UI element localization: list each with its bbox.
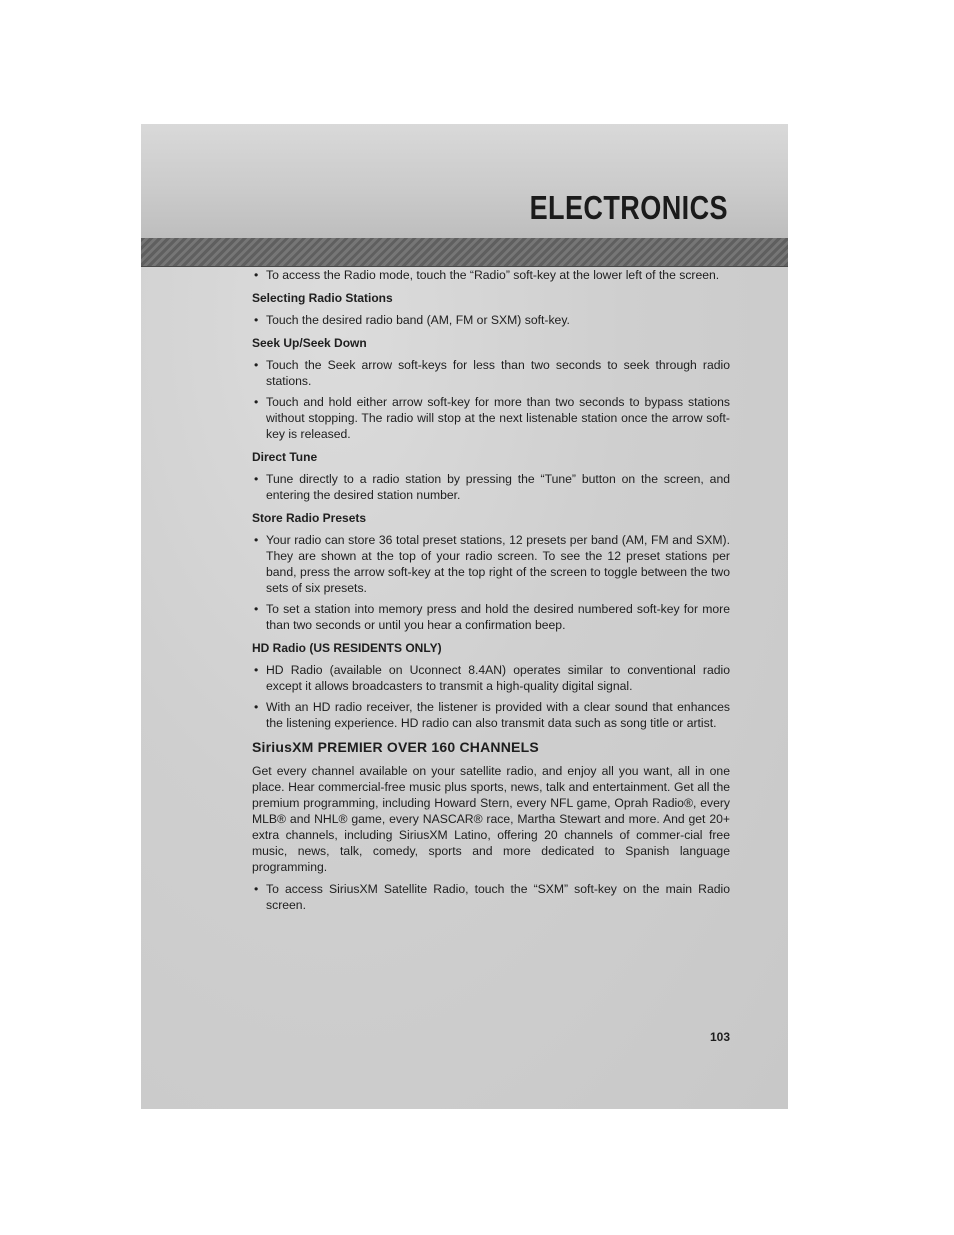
bullet-icon: • <box>254 358 259 372</box>
page-header <box>141 124 788 241</box>
heading-selecting-radio-stations: Selecting Radio Stations <box>252 291 393 305</box>
header-texture-band <box>141 238 788 267</box>
list-item: • To set a station into memory press and hold the desired numbered soft-key for more than two seconds or until you hear a confirmation beep. <box>254 602 730 632</box>
list-item: • With an HD radio receiver, the listener is provided with a clear sound that enhances the listening experience. HD radio can also transmit data such as song title or artist. <box>254 700 730 730</box>
list-item: • Your radio can store 36 total preset stations, 12 presets per band (AM, FM and SXM). They are shown at the top of your radio screen. To see the 12 preset stations per band, press the arrow soft-key at the top right of the screen to toggle between the two sets of six presets. <box>254 533 730 595</box>
bullet-icon: • <box>254 700 259 714</box>
list-item: • Tune directly to a radio station by pressing the “Tune” button on the screen, and entering the desired station number. <box>254 472 730 502</box>
list-item: • Touch and hold either arrow soft-key for more than two seconds to bypass stations without stopping. The radio will stop at the next listenable station once the arrow soft-key is released. <box>254 395 730 441</box>
heading-siriusxm: SiriusXM PREMIER OVER 160 CHANNELS <box>252 739 539 755</box>
section-title-electronics: ELECTRONICS <box>529 189 728 226</box>
list-item: • HD Radio (available on Uconnect 8.4AN) operates similar to conventional radio except it allows broadcasters to transmit a high-quality digital signal. <box>254 663 730 693</box>
siriusxm-paragraph: Get every channel available on your satellite radio, and enjoy all you want, all in one place. Hear commercial-free music plus sports, news, talk and entertainment. Get all the premium programming, including Howard Stern, every NFL game, Oprah Radio®, every MLB® and NHL® game, every NASCAR® race, Martha Stewart and more. And get 20+ extra channels, including SiriusXM Latino, offering 20 channels of commer-cial free music, news, talk, comedy, sports and more dedicated to Spanish language programming. <box>252 764 730 874</box>
bullet-icon: • <box>254 533 259 547</box>
list-item: • To access the Radio mode, touch the “Radio” soft-key at the lower left of the screen. <box>254 268 720 282</box>
page-number: 103 <box>709 1030 730 1044</box>
bullet-icon: • <box>254 663 259 677</box>
bullet-icon: • <box>254 395 259 409</box>
manual-page <box>141 124 788 1109</box>
heading-store-presets: Store Radio Presets <box>252 511 367 525</box>
bullet-icon: • <box>254 313 259 327</box>
bullet-icon: • <box>254 602 259 616</box>
bullet-icon: • <box>254 882 259 896</box>
heading-seek: Seek Up/Seek Down <box>252 336 367 350</box>
bullet-icon: • <box>254 268 259 282</box>
heading-direct-tune: Direct Tune <box>252 450 318 464</box>
page-content <box>252 267 730 918</box>
heading-hd-radio: HD Radio (US RESIDENTS ONLY) <box>252 641 442 655</box>
list-item: • To access SiriusXM Satellite Radio, touch the “SXM” soft-key on the main Radio screen. <box>254 882 730 912</box>
list-item: • Touch the Seek arrow soft-keys for less than two seconds to seek through radio stations. <box>254 358 730 388</box>
list-item: • Touch the desired radio band (AM, FM or SXM) soft-key. <box>254 313 570 327</box>
bullet-icon: • <box>254 472 259 486</box>
